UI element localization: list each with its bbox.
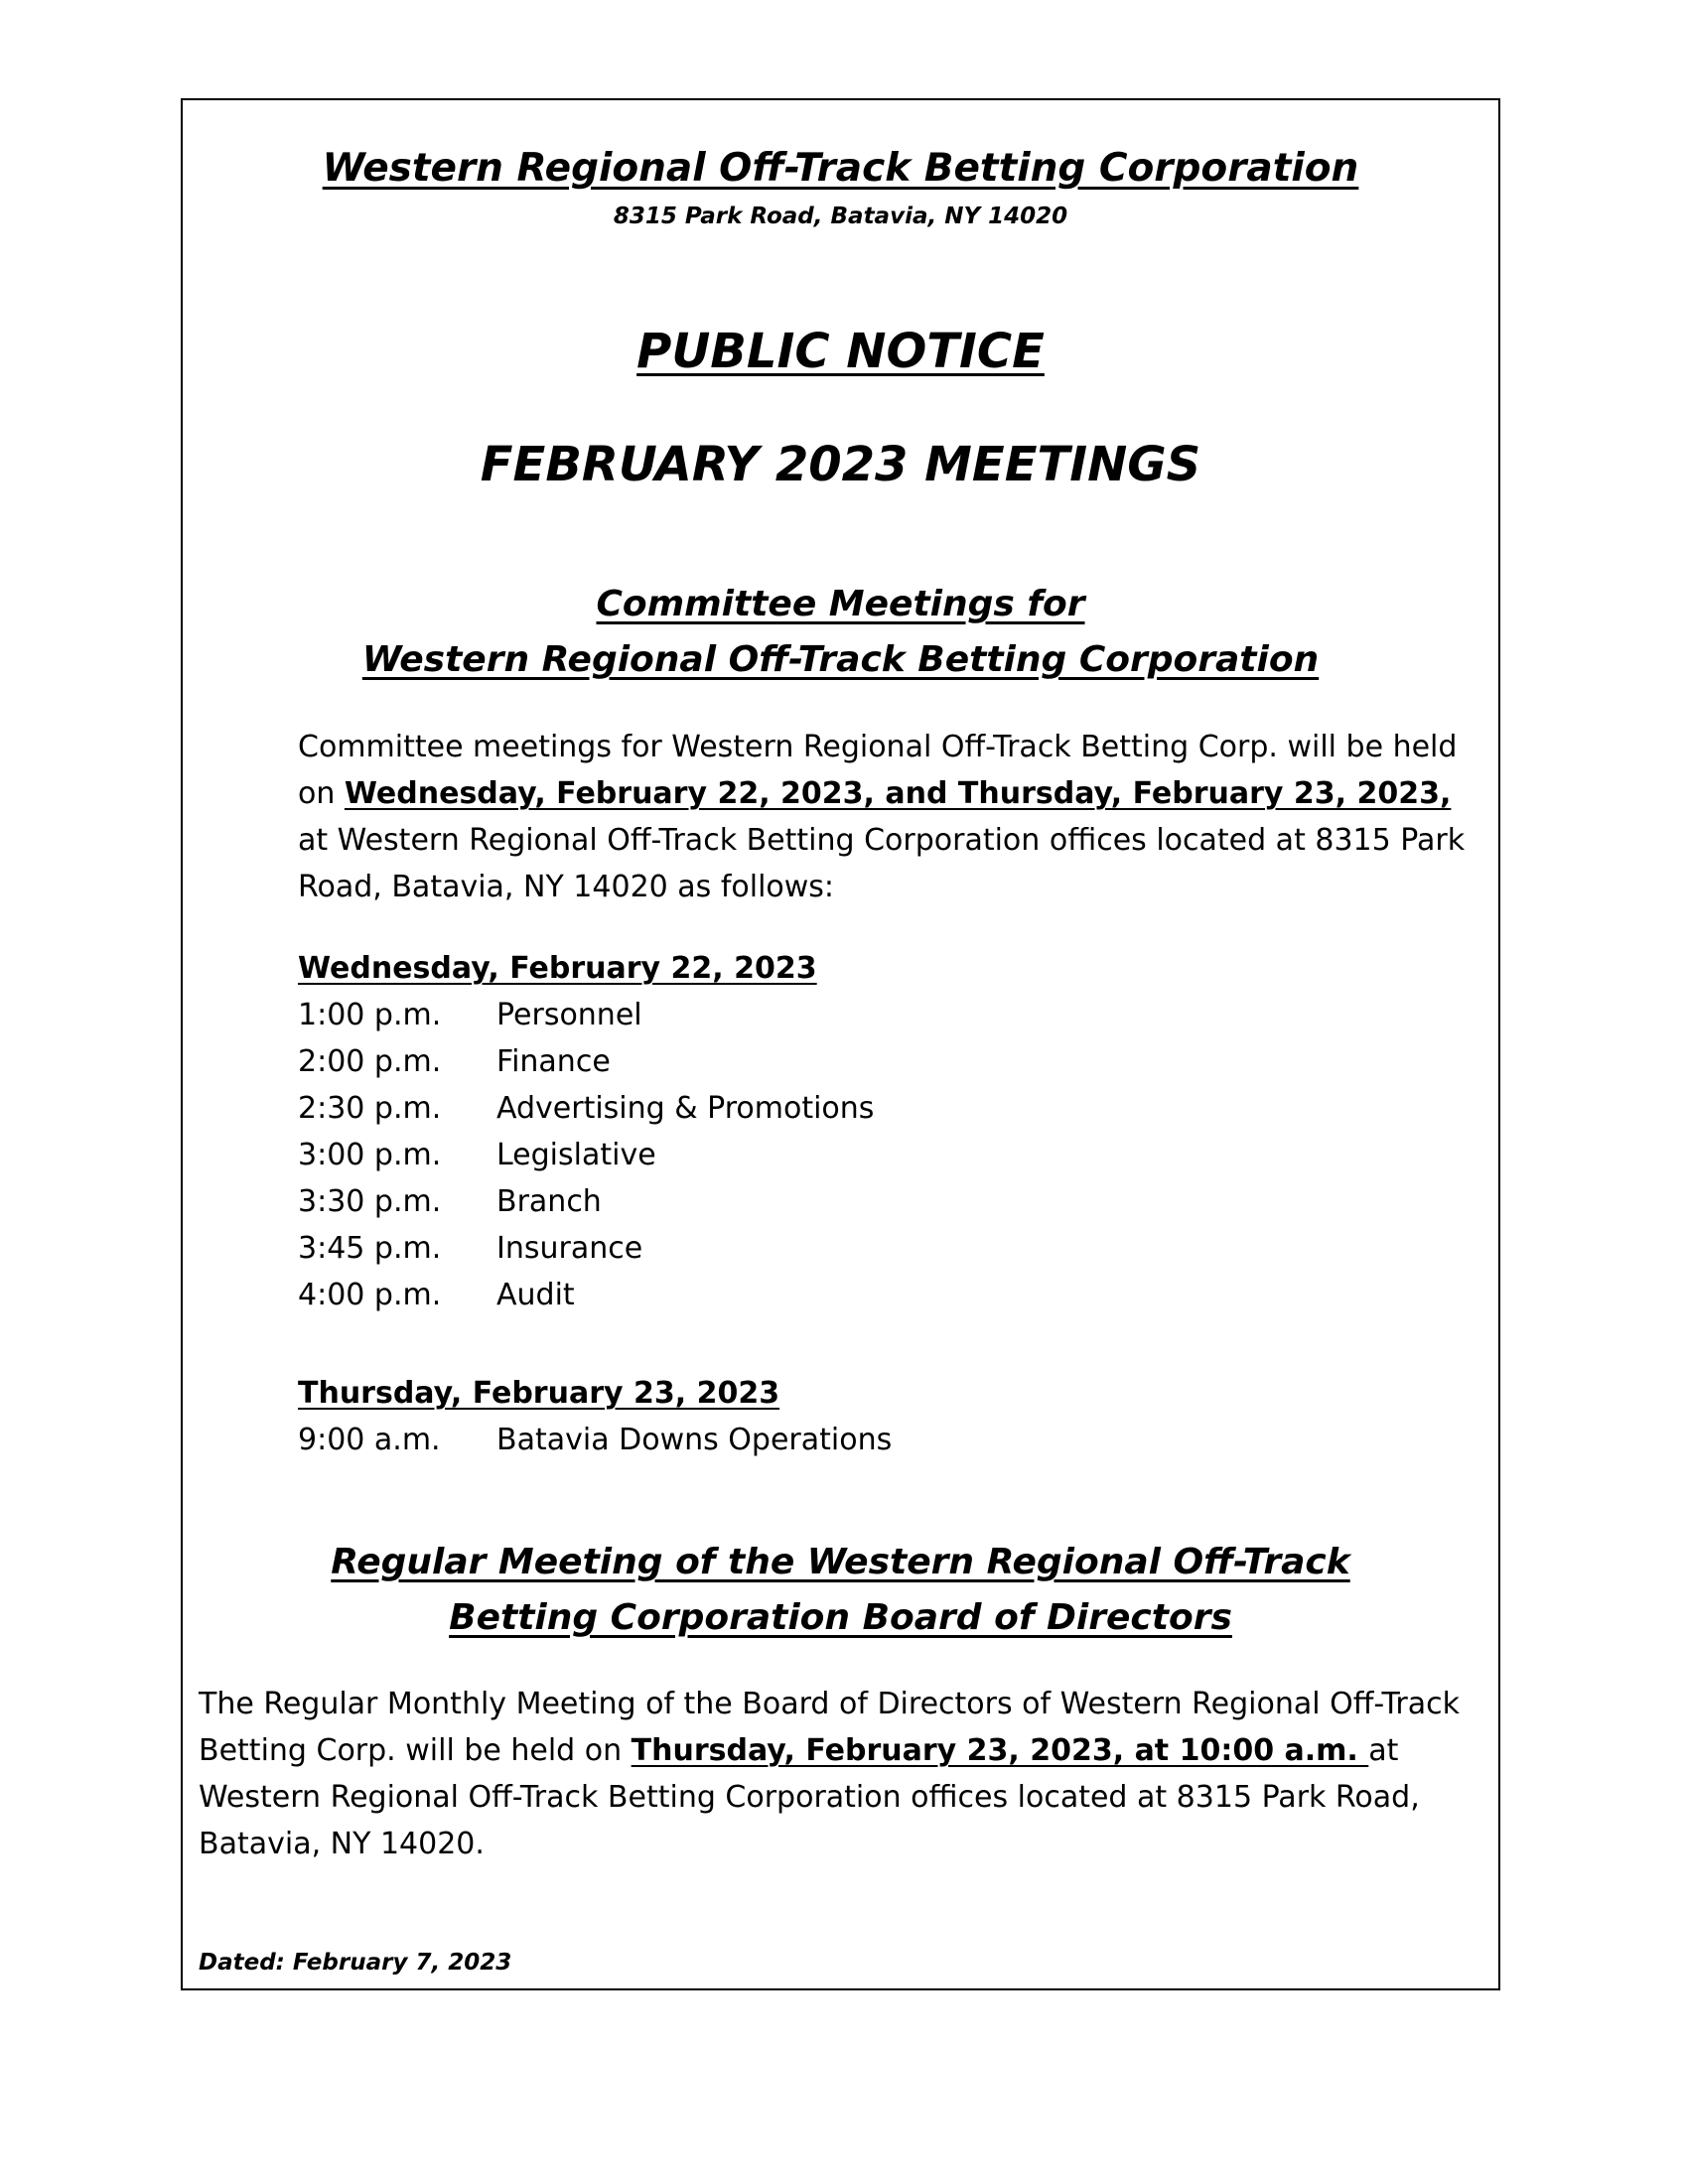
schedule-committee: Batavia Downs Operations <box>496 1423 893 1457</box>
schedule-row <box>298 992 1291 1038</box>
wednesday-heading: Wednesday, February 22, 2023 <box>298 951 817 986</box>
schedule-committee: Legislative <box>496 1138 656 1172</box>
schedule-committee: Personnel <box>496 998 642 1032</box>
regular-para-date: Thursday, February 23, 2023, at 10:00 a.m. <box>631 1733 1369 1768</box>
schedule-time: 4:00 p.m. <box>298 1278 442 1312</box>
schedule-row <box>298 1132 1291 1178</box>
schedule-row <box>298 1225 1291 1272</box>
wednesday-schedule <box>298 945 1291 1318</box>
schedule-row <box>298 1272 1291 1318</box>
schedule-committee: Advertising & Promotions <box>496 1091 875 1126</box>
schedule-committee: Insurance <box>496 1231 643 1266</box>
committee-heading-line1: Committee Meetings for <box>596 584 1085 624</box>
regular-heading-line1: Regular Meeting of the Western Regional Off-Track <box>331 1542 1350 1582</box>
schedule-committee: Branch <box>496 1184 602 1219</box>
regular-para-before: The Regular Monthly Meeting of the Board of Directors of Western Regional Off-Track Betting Corp. will be held on <box>199 1687 1460 1768</box>
committee-para-dates: Wednesday, February 22, 2023, and Thursday, February 23, 2023, <box>344 776 1452 811</box>
committee-para-before: Committee meetings for Western Regional Off-Track Betting Corp. will be held on <box>298 730 1458 811</box>
schedule-row <box>298 1417 1291 1463</box>
schedule-time: 1:00 p.m. <box>298 998 442 1032</box>
schedule-committee: Audit <box>496 1278 575 1312</box>
thursday-schedule <box>298 1370 1291 1463</box>
committee-heading-line2: Western Regional Off-Track Betting Corporation <box>361 639 1320 680</box>
committee-meetings-heading <box>181 577 1500 688</box>
schedule-row <box>298 1085 1291 1132</box>
regular-meeting-heading <box>181 1535 1500 1646</box>
regular-meeting-paragraph <box>199 1681 1479 1867</box>
schedule-row <box>298 1178 1291 1225</box>
schedule-committee: Finance <box>496 1044 611 1079</box>
schedule-time: 3:00 p.m. <box>298 1138 442 1172</box>
schedule-row <box>298 1038 1291 1085</box>
committee-paragraph-text <box>199 724 1479 910</box>
schedule-time: 2:30 p.m. <box>298 1091 442 1126</box>
thursday-heading: Thursday, February 23, 2023 <box>298 1376 780 1411</box>
committee-paragraph <box>199 724 1479 910</box>
regular-heading-line2: Betting Corporation Board of Directors <box>449 1597 1232 1638</box>
committee-para-after: at Western Regional Off-Track Betting Corporation offices located at 8315 Park Road, Batavia, NY 14020 as follows: <box>298 823 1466 904</box>
dated-line: Dated: February 7, 2023 <box>199 1950 512 1976</box>
schedule-time: 2:00 p.m. <box>298 1044 442 1079</box>
organization-address: 8315 Park Road, Batavia, NY 14020 <box>613 204 1068 229</box>
schedule-time: 3:45 p.m. <box>298 1231 442 1266</box>
public-notice-title: PUBLIC NOTICE <box>636 324 1045 379</box>
organization-title: Western Regional Off-Track Betting Corporation <box>322 146 1359 191</box>
schedule-time: 3:30 p.m. <box>298 1184 442 1219</box>
meetings-title: FEBRUARY 2023 MEETINGS <box>480 437 1201 492</box>
regular-para-after: at Western Regional Off-Track Betting Corporation offices located at 8315 Park Road, Batavia, NY 14020. <box>199 1733 1420 1861</box>
schedule-time: 9:00 a.m. <box>298 1423 441 1457</box>
